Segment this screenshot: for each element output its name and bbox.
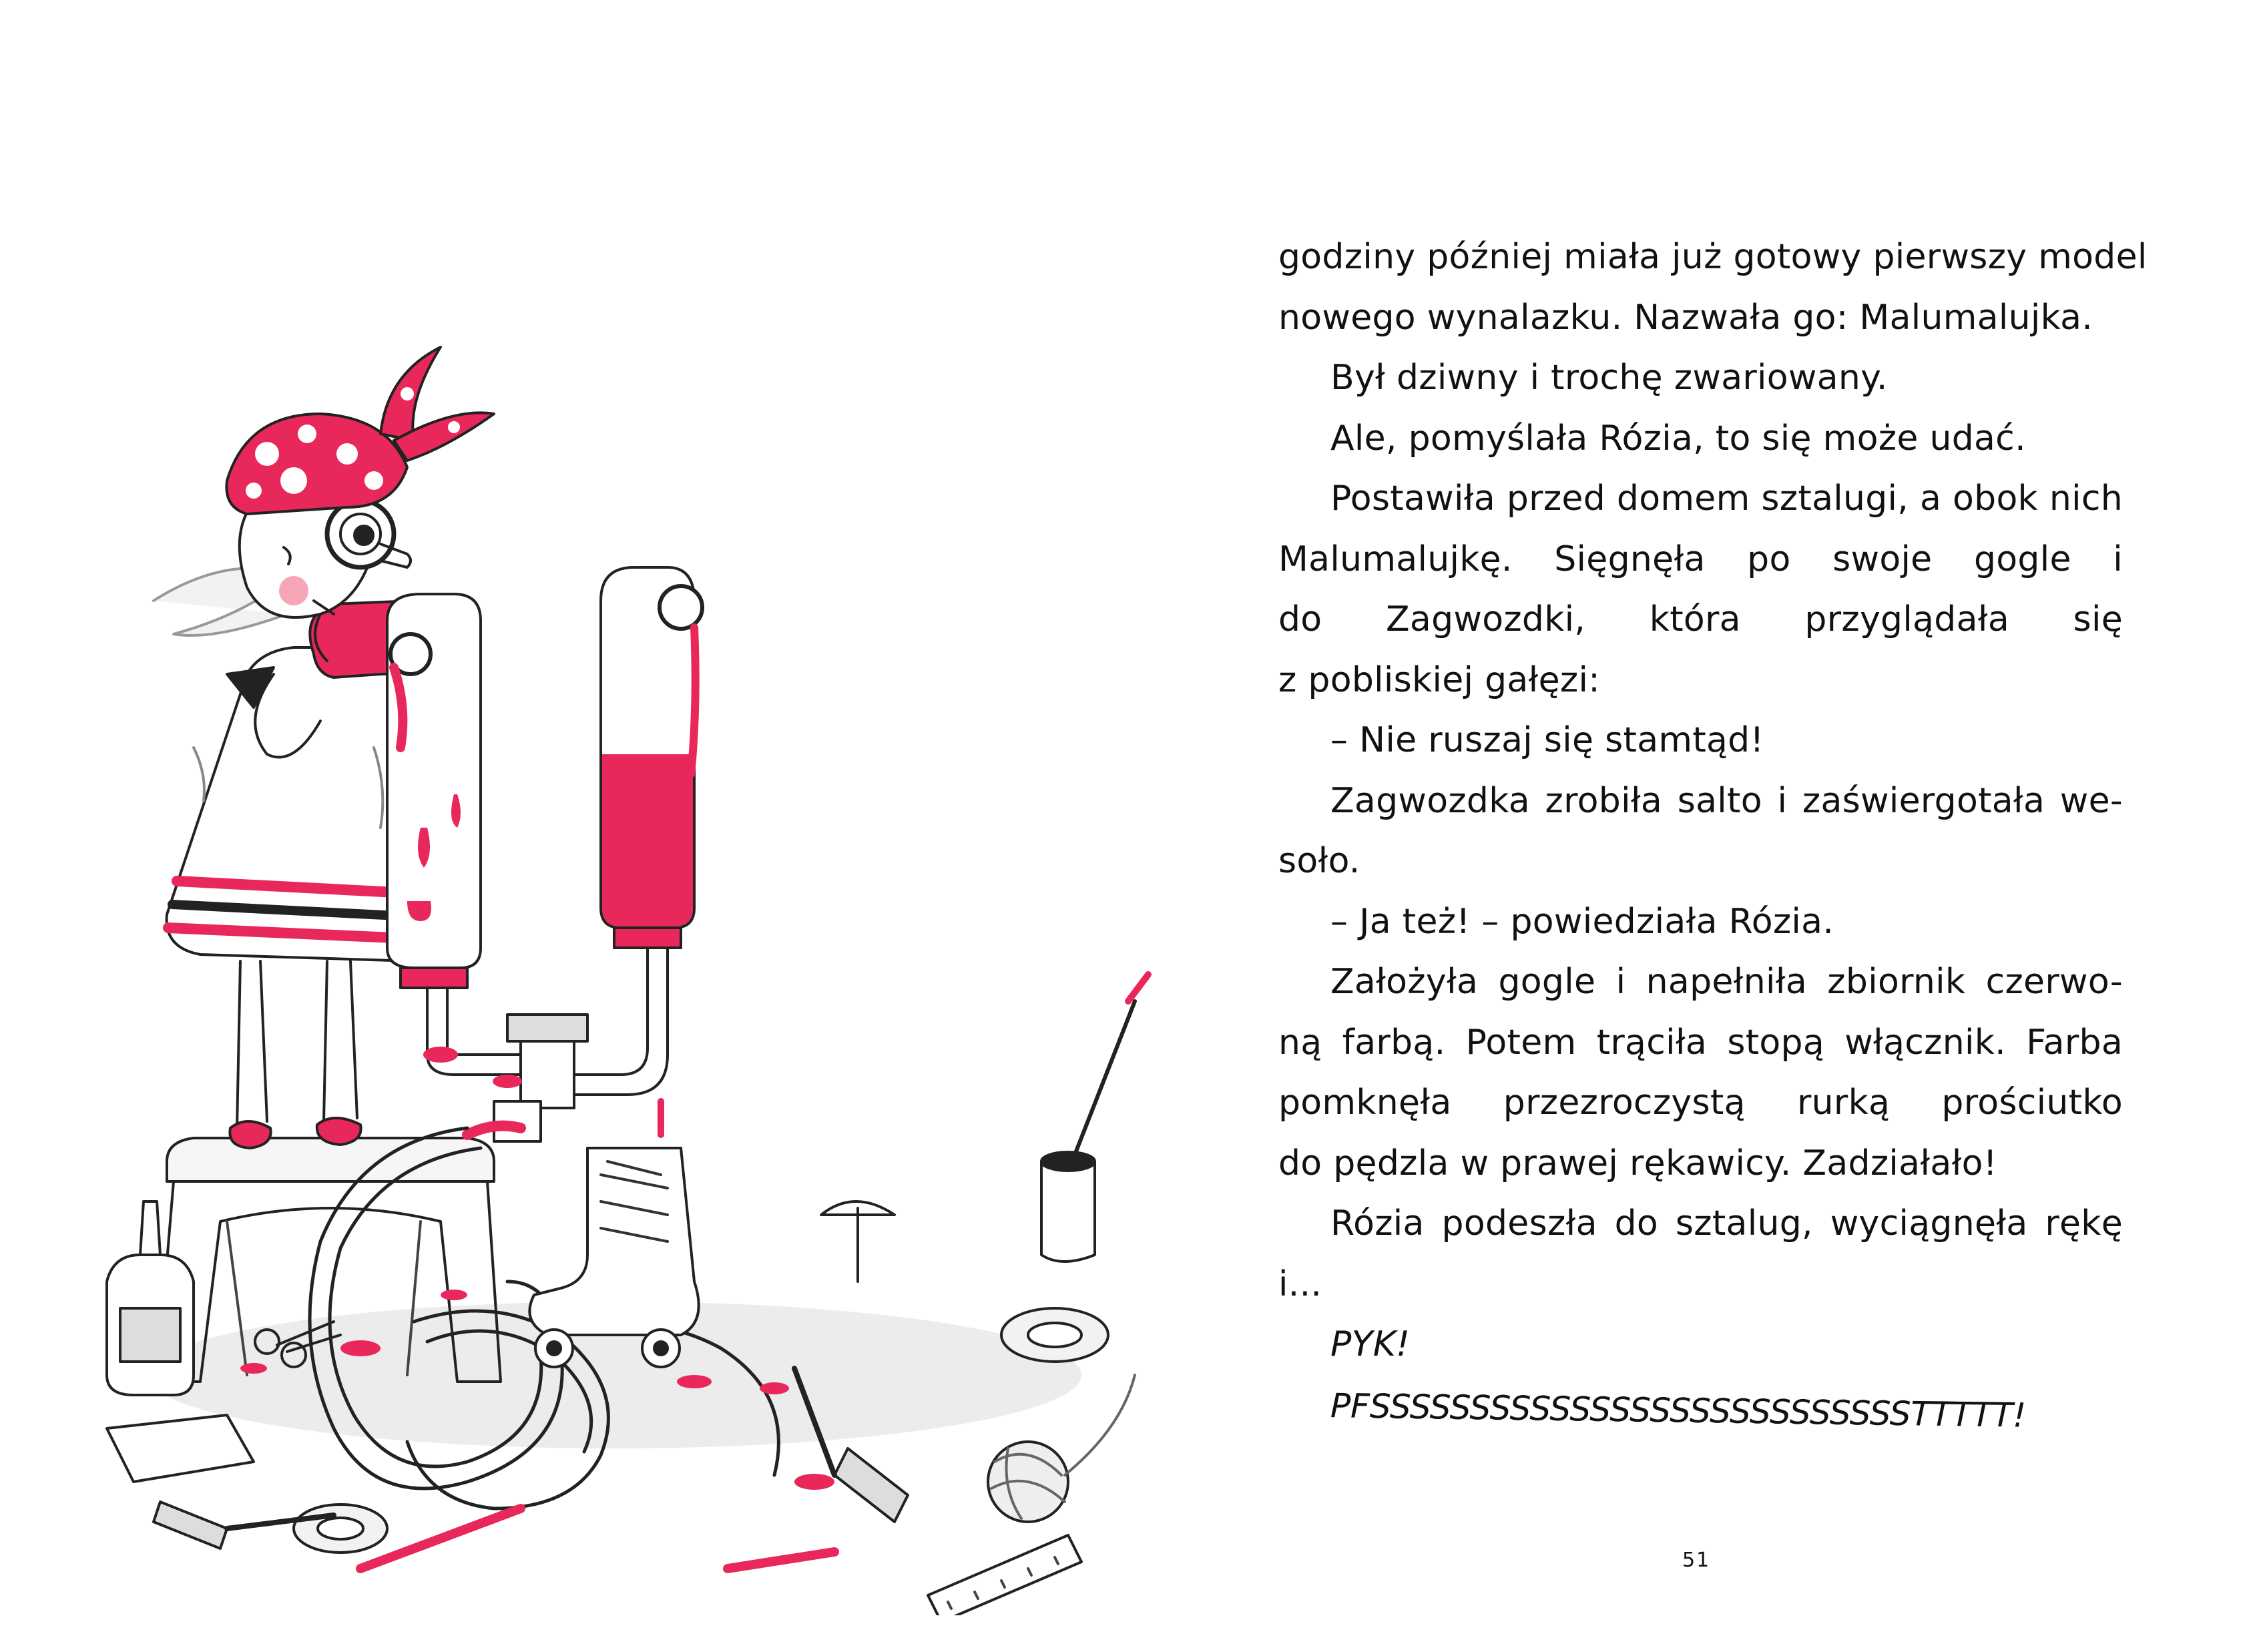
left-paint-tank <box>387 594 481 988</box>
text-line: i... <box>1278 1264 1322 1304</box>
text-line: Był dziwny i trochę zwariowany. <box>1330 358 1888 398</box>
text-line: nowego wynalazku. Nazwała go: Malumalujka. <box>1278 297 2093 338</box>
text-line: ną farbą. Potem trąciła stopą włącznik. Farba <box>1278 1022 2123 1063</box>
paint-can-icon <box>1041 975 1148 1262</box>
text-line: Ale, pomyślała Rózia, to się może udać. <box>1330 418 2026 459</box>
text-line: do pędzla w prawej rękawicy. Zadziałało! <box>1278 1143 1997 1183</box>
sound-effect-pyk: PYK! <box>1330 1324 1411 1364</box>
text-line: Zagwozdka zrobiła salto i zaświergotała we- <box>1330 780 2123 821</box>
illustration-girl-painting-machine <box>93 240 1175 1615</box>
umbrella-icon <box>821 1201 895 1282</box>
boot-icon <box>529 1148 698 1367</box>
text-line: godziny później miała już gotowy pierwszy model <box>1278 237 2148 277</box>
text-line: Postawiła przed domem sztalugi, a obok nich <box>1330 479 2123 519</box>
text-line: – Nie ruszaj się stamtąd! <box>1330 720 1764 760</box>
ruler-icon <box>928 1535 1081 1615</box>
text-line: z pobliskiej gałęzi: <box>1278 659 1601 700</box>
text-line: soło. <box>1278 841 1360 881</box>
text-line: do Zagwozdki, która przyglądała się <box>1278 599 2123 639</box>
text-line: Rózia podeszła do sztalug, wyciągnęła rękę <box>1330 1203 2123 1244</box>
bandana-icon <box>226 347 494 514</box>
page-number: 51 <box>1682 1549 1711 1572</box>
text-line: – Ja też! – powiedziała Rózia. <box>1330 901 1834 942</box>
right-paint-tank <box>601 567 702 948</box>
girl-legs <box>230 961 360 1148</box>
text-line: Założyła gogle i napełniła zbiornik czerwo- <box>1330 962 2123 1002</box>
sound-effect-pfst: PFSSSSSSSSSSSSSSSSSSSSSSSSSSSTTTTT! <box>1330 1386 2027 1435</box>
story-text <box>1278 227 2148 1435</box>
glue-bottle-icon <box>107 1201 194 1395</box>
paper-sheet-icon <box>107 1415 254 1482</box>
text-line: pomknęła przezroczystą rurką prościutko <box>1278 1083 2123 1123</box>
pencil-icon <box>360 1508 834 1569</box>
text-line: Malumalujkę. Sięgnęła po swoje gogle i <box>1278 539 2123 579</box>
